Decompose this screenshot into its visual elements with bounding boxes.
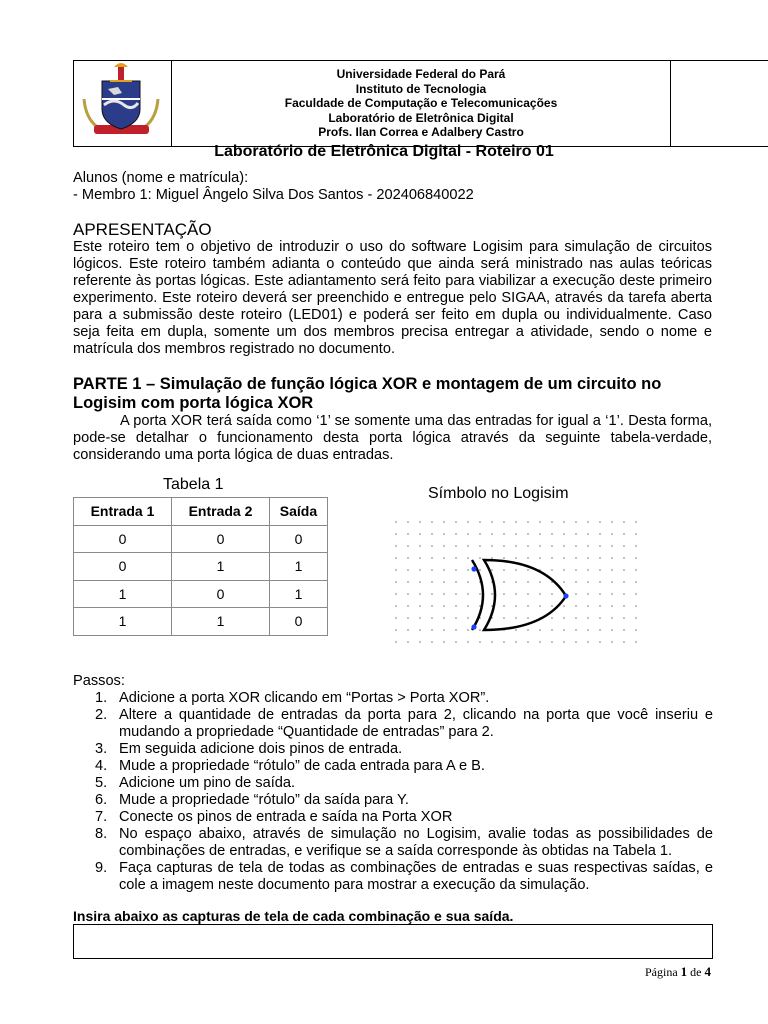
grid-dot bbox=[503, 593, 505, 595]
grid-dot bbox=[443, 521, 445, 523]
table-cell: 0 bbox=[74, 525, 172, 553]
grid-dot bbox=[515, 545, 517, 547]
grid-dot bbox=[467, 641, 469, 643]
grid-dot bbox=[611, 581, 613, 583]
grid-dot bbox=[515, 557, 517, 559]
grid-dot bbox=[563, 569, 565, 571]
grid-dot bbox=[599, 545, 601, 547]
output-pin-y bbox=[563, 593, 568, 598]
grid-dot bbox=[599, 629, 601, 631]
grid-dot bbox=[563, 521, 565, 523]
list-item: 9. Faça capturas de tela de todas as combinações de entradas e suas respectivas saídas, e cole a imagem neste documento para mostrar a execução da simulação. bbox=[95, 860, 713, 893]
grid-dot bbox=[395, 545, 397, 547]
grid-dot bbox=[599, 593, 601, 595]
grid-dot bbox=[635, 617, 637, 619]
table-row bbox=[74, 580, 328, 608]
grid-dot bbox=[467, 605, 469, 607]
grid-dot bbox=[491, 569, 493, 571]
grid-dot bbox=[551, 629, 553, 631]
grid-dot bbox=[563, 605, 565, 607]
steps-label: Passos: bbox=[73, 673, 125, 689]
grid-dot bbox=[551, 533, 553, 535]
grid-dot bbox=[431, 605, 433, 607]
table1-caption: Tabela 1 bbox=[163, 476, 224, 493]
grid-dot bbox=[407, 593, 409, 595]
grid-dot bbox=[503, 533, 505, 535]
grid-dot bbox=[503, 617, 505, 619]
grid-dot bbox=[455, 617, 457, 619]
grid-dot bbox=[407, 605, 409, 607]
grid-dot bbox=[407, 557, 409, 559]
grid-dot bbox=[515, 581, 517, 583]
header-line-faculty: Faculdade de Computação e Telecomunicações bbox=[284, 96, 558, 111]
grid-dot bbox=[623, 569, 625, 571]
grid-dot bbox=[455, 569, 457, 571]
grid-dot bbox=[419, 641, 421, 643]
grid-dot bbox=[587, 629, 589, 631]
grid-dot bbox=[443, 617, 445, 619]
grid-dot bbox=[515, 533, 517, 535]
grid-dot bbox=[575, 617, 577, 619]
grid-dot bbox=[455, 593, 457, 595]
logisim-grid bbox=[395, 521, 637, 643]
grid-dot bbox=[455, 605, 457, 607]
header-line-lab: Laboratório de Eletrônica Digital bbox=[328, 110, 514, 125]
grid-dot bbox=[479, 521, 481, 523]
grid-dot bbox=[503, 521, 505, 523]
grid-dot bbox=[623, 581, 625, 583]
grid-dot bbox=[467, 593, 469, 595]
table-cell: 1 bbox=[171, 608, 269, 636]
grid-dot bbox=[623, 605, 625, 607]
grid-dot bbox=[551, 605, 553, 607]
grid-dot bbox=[563, 557, 565, 559]
truth-table-header-row bbox=[74, 498, 328, 526]
grid-dot bbox=[395, 593, 397, 595]
grid-dot bbox=[491, 533, 493, 535]
presentation-heading: APRESENTAÇÃO bbox=[73, 220, 212, 239]
grid-dot bbox=[467, 545, 469, 547]
grid-dot bbox=[551, 521, 553, 523]
grid-dot bbox=[635, 557, 637, 559]
grid-dot bbox=[599, 557, 601, 559]
grid-dot bbox=[599, 581, 601, 583]
grid-dot bbox=[623, 533, 625, 535]
grid-dot bbox=[563, 533, 565, 535]
steps-list bbox=[73, 690, 713, 894]
grid-dot bbox=[587, 641, 589, 643]
grid-dot bbox=[419, 617, 421, 619]
table-cell: 1 bbox=[74, 608, 172, 636]
grid-dot bbox=[575, 629, 577, 631]
grid-dot bbox=[563, 545, 565, 547]
header-line-professors: Profs. Ilan Correa e Adalbery Castro bbox=[318, 125, 524, 140]
grid-dot bbox=[467, 617, 469, 619]
grid-dot bbox=[551, 545, 553, 547]
page-word: Página bbox=[645, 965, 678, 979]
grid-dot bbox=[479, 545, 481, 547]
input-pin-a bbox=[471, 566, 476, 571]
grid-dot bbox=[635, 581, 637, 583]
grid-dot bbox=[467, 569, 469, 571]
grid-dot bbox=[635, 569, 637, 571]
grid-dot bbox=[455, 521, 457, 523]
grid-dot bbox=[443, 533, 445, 535]
table-row bbox=[74, 608, 328, 636]
grid-dot bbox=[635, 521, 637, 523]
grid-dot bbox=[503, 569, 505, 571]
grid-dot bbox=[503, 557, 505, 559]
grid-dot bbox=[539, 629, 541, 631]
list-item: 2. Altere a quantidade de entradas da porta para 2, clicando na porta que você inseriu e mudando a propriedade “Quantidade de entradas” para 2. bbox=[95, 707, 713, 740]
grid-dot bbox=[551, 641, 553, 643]
grid-dot bbox=[431, 641, 433, 643]
grid-dot bbox=[407, 629, 409, 631]
table-row bbox=[74, 553, 328, 581]
grid-dot bbox=[611, 533, 613, 535]
part1-title: PARTE 1 – Simulação de função lógica XOR e montagem de um circuito no Logisim com porta lógica XOR bbox=[73, 375, 662, 412]
grid-dot bbox=[575, 521, 577, 523]
grid-dot bbox=[515, 617, 517, 619]
grid-dot bbox=[479, 569, 481, 571]
grid-dot bbox=[395, 605, 397, 607]
document-title: Laboratório de Eletrônica Digital - Roteiro 01 bbox=[214, 143, 554, 160]
list-item: 7. Conecte os pinos de entrada e saída na Porta XOR bbox=[95, 809, 453, 825]
page-footer bbox=[645, 964, 711, 980]
grid-dot bbox=[443, 545, 445, 547]
grid-dot bbox=[635, 605, 637, 607]
grid-dot bbox=[539, 521, 541, 523]
grid-dot bbox=[431, 629, 433, 631]
grid-dot bbox=[407, 521, 409, 523]
grid-dot bbox=[539, 581, 541, 583]
grid-dot bbox=[515, 629, 517, 631]
grid-dot bbox=[539, 533, 541, 535]
header-table bbox=[73, 60, 768, 147]
grid-dot bbox=[419, 545, 421, 547]
grid-dot bbox=[431, 545, 433, 547]
grid-dot bbox=[599, 533, 601, 535]
grid-dot bbox=[455, 557, 457, 559]
grid-dot bbox=[575, 545, 577, 547]
grid-dot bbox=[599, 569, 601, 571]
grid-dot bbox=[431, 521, 433, 523]
grid-dot bbox=[443, 629, 445, 631]
header-line-university: Universidade Federal do Pará bbox=[336, 67, 506, 82]
grid-dot bbox=[479, 533, 481, 535]
grid-dot bbox=[539, 545, 541, 547]
grid-dot bbox=[503, 605, 505, 607]
grid-dot bbox=[527, 605, 529, 607]
grid-dot bbox=[515, 593, 517, 595]
grid-dot bbox=[467, 533, 469, 535]
grid-dot bbox=[419, 557, 421, 559]
grid-dot bbox=[527, 641, 529, 643]
grid-dot bbox=[431, 593, 433, 595]
grid-dot bbox=[611, 617, 613, 619]
grid-dot bbox=[587, 569, 589, 571]
grid-dot bbox=[443, 605, 445, 607]
grid-dot bbox=[491, 593, 493, 595]
grid-dot bbox=[455, 545, 457, 547]
grid-dot bbox=[623, 593, 625, 595]
grid-dot bbox=[611, 545, 613, 547]
grid-dot bbox=[635, 641, 637, 643]
grid-dot bbox=[503, 545, 505, 547]
grid-dot bbox=[587, 581, 589, 583]
grid-dot bbox=[407, 569, 409, 571]
grid-dot bbox=[575, 581, 577, 583]
grid-dot bbox=[539, 557, 541, 559]
grid-dot bbox=[443, 593, 445, 595]
page-number: 1 bbox=[680, 964, 688, 979]
grid-dot bbox=[491, 641, 493, 643]
grid-dot bbox=[503, 641, 505, 643]
grid-dot bbox=[623, 629, 625, 631]
of-word: de bbox=[690, 965, 702, 979]
grid-dot bbox=[431, 569, 433, 571]
grid-dot bbox=[563, 641, 565, 643]
grid-dot bbox=[623, 557, 625, 559]
grid-dot bbox=[635, 629, 637, 631]
grid-dot bbox=[491, 545, 493, 547]
grid-dot bbox=[527, 533, 529, 535]
list-item: 8. No espaço abaixo, através de simulação no Logisim, avalie todas as possibilidades de combinações de entradas, e verifique se a saída corresponde às obtidas na Tabela 1. bbox=[95, 826, 713, 859]
grid-dot bbox=[611, 593, 613, 595]
grid-dot bbox=[599, 617, 601, 619]
grid-dot bbox=[551, 593, 553, 595]
table-cell: 0 bbox=[269, 525, 327, 553]
grid-dot bbox=[419, 569, 421, 571]
header-entrada-1: Entrada 1 bbox=[74, 498, 172, 526]
grid-dot bbox=[611, 569, 613, 571]
grid-dot bbox=[551, 557, 553, 559]
list-item: 6. Mude a propriedade “rótulo” da saída para Y. bbox=[95, 792, 409, 808]
institution-block bbox=[172, 61, 671, 147]
grid-dot bbox=[407, 641, 409, 643]
grid-dot bbox=[431, 617, 433, 619]
list-item: 4. Mude a propriedade “rótulo” de cada entrada para A e B. bbox=[95, 758, 485, 774]
grid-dot bbox=[407, 581, 409, 583]
grid-dot bbox=[395, 557, 397, 559]
xor-gate-body bbox=[484, 560, 566, 630]
list-item: 3. Em seguida adicione dois pinos de entrada. bbox=[95, 741, 403, 757]
grid-dot bbox=[395, 521, 397, 523]
grid-dot bbox=[515, 521, 517, 523]
table-cell: 0 bbox=[171, 580, 269, 608]
grid-dot bbox=[527, 581, 529, 583]
grid-dot bbox=[611, 605, 613, 607]
grid-dot bbox=[599, 521, 601, 523]
grid-dot bbox=[563, 581, 565, 583]
list-item: 5. Adicione um pino de saída. bbox=[95, 775, 296, 791]
table-cell: 0 bbox=[74, 553, 172, 581]
grid-dot bbox=[443, 569, 445, 571]
grid-dot bbox=[623, 521, 625, 523]
grid-dot bbox=[419, 533, 421, 535]
grid-dot bbox=[575, 593, 577, 595]
grid-dot bbox=[419, 593, 421, 595]
grid-dot bbox=[587, 521, 589, 523]
table-cell: 1 bbox=[74, 580, 172, 608]
grid-dot bbox=[419, 581, 421, 583]
list-item: 1. Adicione a porta XOR clicando em “Portas > Porta XOR”. bbox=[95, 690, 490, 706]
table-cell: 0 bbox=[269, 608, 327, 636]
university-logo bbox=[74, 61, 172, 147]
grid-dot bbox=[479, 557, 481, 559]
grid-dot bbox=[443, 641, 445, 643]
symbol-caption: Símbolo no Logisim bbox=[428, 485, 569, 502]
grid-dot bbox=[443, 557, 445, 559]
grid-dot bbox=[491, 557, 493, 559]
grid-dot bbox=[575, 641, 577, 643]
xor-gate-icon bbox=[388, 512, 650, 658]
grid-dot bbox=[611, 641, 613, 643]
grid-dot bbox=[539, 641, 541, 643]
grid-dot bbox=[527, 521, 529, 523]
grid-dot bbox=[527, 557, 529, 559]
grid-dot bbox=[395, 533, 397, 535]
grid-dot bbox=[455, 533, 457, 535]
grid-dot bbox=[479, 629, 481, 631]
grid-dot bbox=[527, 545, 529, 547]
grid-dot bbox=[431, 581, 433, 583]
page-total: 4 bbox=[704, 964, 711, 979]
ufpa-seal-icon bbox=[74, 61, 169, 141]
grid-dot bbox=[623, 641, 625, 643]
grid-dot bbox=[623, 545, 625, 547]
grid-dot bbox=[455, 629, 457, 631]
grid-dot bbox=[527, 629, 529, 631]
grid-dot bbox=[515, 641, 517, 643]
truth-table bbox=[73, 497, 328, 636]
table-cell: 0 bbox=[171, 525, 269, 553]
grid-dot bbox=[527, 569, 529, 571]
grid-dot bbox=[395, 617, 397, 619]
students-label: Alunos (nome e matrícula): bbox=[73, 170, 249, 186]
input-pin-b bbox=[471, 624, 476, 629]
grid-dot bbox=[395, 641, 397, 643]
screenshot-answer-box[interactable] bbox=[73, 924, 713, 959]
grid-dot bbox=[515, 605, 517, 607]
table-cell: 1 bbox=[171, 553, 269, 581]
header-empty-cell bbox=[671, 61, 768, 147]
grid-dot bbox=[575, 605, 577, 607]
table-cell: 1 bbox=[269, 580, 327, 608]
grid-dot bbox=[515, 569, 517, 571]
grid-dot bbox=[635, 533, 637, 535]
grid-dot bbox=[563, 629, 565, 631]
grid-dot bbox=[587, 593, 589, 595]
grid-dot bbox=[419, 629, 421, 631]
grid-dot bbox=[455, 641, 457, 643]
grid-dot bbox=[575, 557, 577, 559]
grid-dot bbox=[479, 593, 481, 595]
part1-intro: A porta XOR terá saída como ‘1’ se somente uma das entradas for igual a ‘1’. Desta forma, pode-se detalhar o funcionamento desta porta lógica através da seguinte tabela-verdade, considerando uma porta lógica de duas entradas. bbox=[73, 413, 712, 463]
header-line-institute: Instituto de Tecnologia bbox=[355, 81, 487, 96]
grid-dot bbox=[587, 533, 589, 535]
grid-dot bbox=[635, 593, 637, 595]
grid-dot bbox=[587, 605, 589, 607]
grid-dot bbox=[395, 569, 397, 571]
grid-dot bbox=[599, 641, 601, 643]
grid-dot bbox=[599, 605, 601, 607]
grid-dot bbox=[527, 617, 529, 619]
grid-dot bbox=[491, 521, 493, 523]
table-row bbox=[74, 525, 328, 553]
grid-dot bbox=[635, 545, 637, 547]
grid-dot bbox=[431, 557, 433, 559]
header-entrada-2: Entrada 2 bbox=[171, 498, 269, 526]
grid-dot bbox=[467, 521, 469, 523]
grid-dot bbox=[611, 557, 613, 559]
grid-dot bbox=[587, 557, 589, 559]
grid-dot bbox=[419, 605, 421, 607]
header-saida: Saída bbox=[269, 498, 327, 526]
grid-dot bbox=[563, 617, 565, 619]
grid-dot bbox=[551, 569, 553, 571]
grid-dot bbox=[527, 593, 529, 595]
table-cell: 1 bbox=[269, 553, 327, 581]
grid-dot bbox=[539, 593, 541, 595]
grid-dot bbox=[575, 569, 577, 571]
grid-dot bbox=[611, 629, 613, 631]
grid-dot bbox=[611, 521, 613, 523]
grid-dot bbox=[539, 605, 541, 607]
grid-dot bbox=[395, 629, 397, 631]
grid-dot bbox=[575, 533, 577, 535]
presentation-text: Este roteiro tem o objetivo de introduzir o uso do software Logisim para simulação de circuitos lógicos. Este roteiro também adianta o conteúdo que ainda será ministrado nas aulas teóricas referente às portas lógicas. Este adiantamento será feito para viabilizar a execução deste primeiro experimento. Este roteiro deverá ser preenchido e entregue pelo SIGAA, através da tarefa aberta para a submissão deste roteiro (LED01) e poderá ser feito em dupla ou individualmente. Caso seja feita em dupla, somente um dos membros precisa entregar a atividade, sendo o nome e matrícula dos membros registrado no documento. bbox=[73, 239, 712, 357]
grid-dot bbox=[455, 581, 457, 583]
grid-dot bbox=[503, 581, 505, 583]
grid-dot bbox=[419, 521, 421, 523]
grid-dot bbox=[587, 545, 589, 547]
grid-dot bbox=[551, 617, 553, 619]
student-member-1: - Membro 1: Miguel Ângelo Silva Dos Santos - 202406840022 bbox=[73, 187, 474, 203]
grid-dot bbox=[431, 533, 433, 535]
grid-dot bbox=[467, 557, 469, 559]
grid-dot bbox=[467, 629, 469, 631]
grid-dot bbox=[407, 545, 409, 547]
insert-screenshots-label: Insira abaixo as capturas de tela de cada combinação e sua saída. bbox=[73, 908, 514, 924]
grid-dot bbox=[407, 617, 409, 619]
grid-dot bbox=[467, 581, 469, 583]
grid-dot bbox=[443, 581, 445, 583]
grid-dot bbox=[479, 641, 481, 643]
grid-dot bbox=[623, 617, 625, 619]
grid-dot bbox=[587, 617, 589, 619]
grid-dot bbox=[407, 533, 409, 535]
grid-dot bbox=[395, 581, 397, 583]
